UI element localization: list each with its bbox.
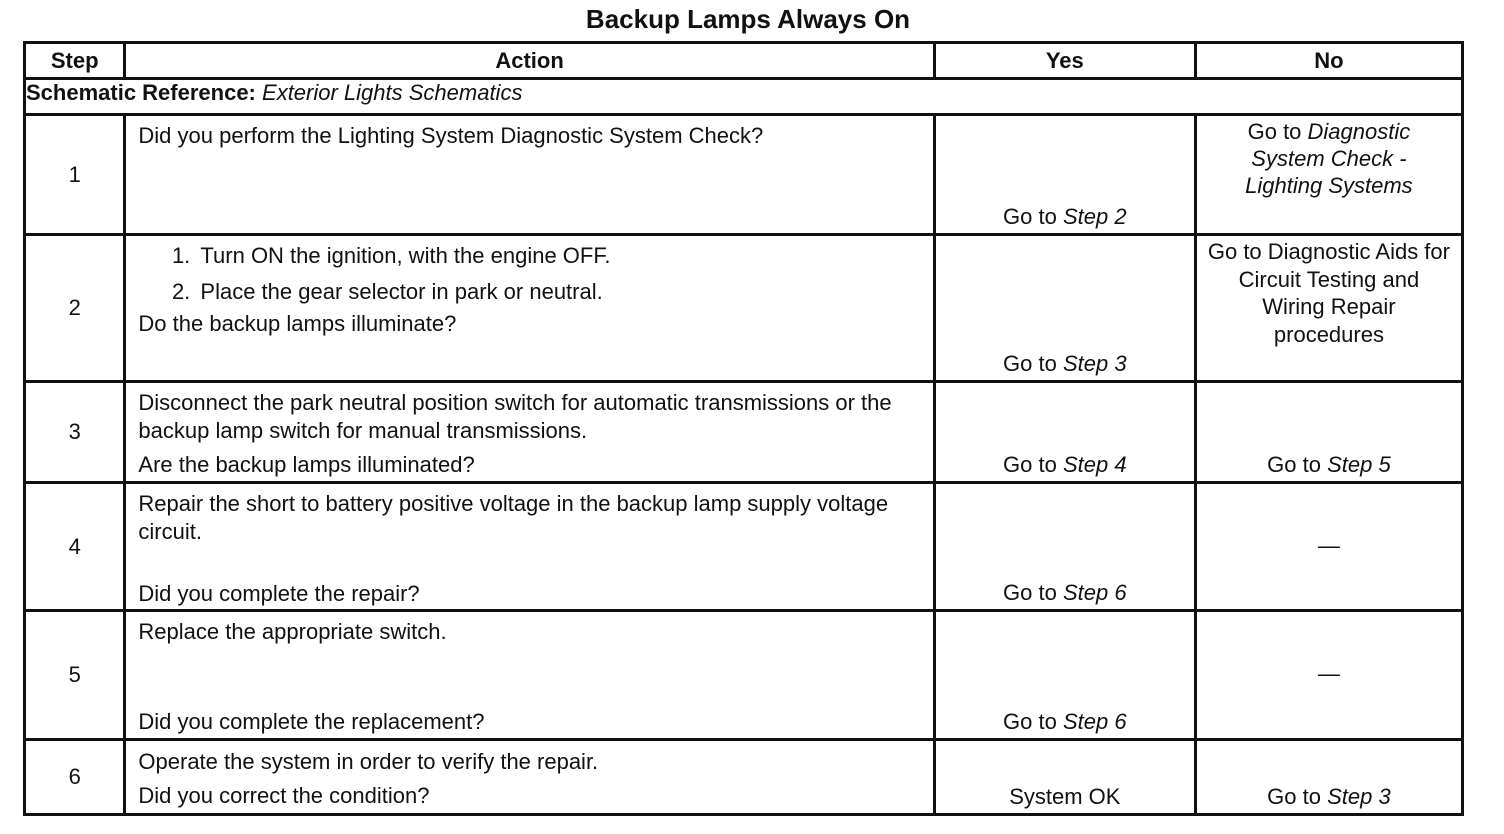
action-cell <box>125 483 934 611</box>
no-cell <box>1195 382 1462 483</box>
yes-step-link[interactable]: Step 3 <box>1062 351 1127 376</box>
table-row <box>25 740 1463 815</box>
page-title: Backup Lamps Always On <box>585 4 911 34</box>
yes-prefix: Go to <box>1003 452 1063 477</box>
yes-cell <box>934 740 1195 815</box>
list-item: 1. Turn ON the ignition, with the engine OFF. <box>196 238 922 274</box>
no-cell <box>1195 611 1462 740</box>
schematic-label: Schematic Reference: <box>26 80 256 105</box>
diagnostic-table <box>23 41 1464 816</box>
table-row <box>25 611 1463 740</box>
no-link[interactable]: Diagnostic System Check - Lighting Systems <box>1245 119 1413 198</box>
schematic-reference-row <box>25 79 1463 115</box>
step-number: 3 <box>25 382 125 483</box>
action-text: Repair the short to battery positive voltage in the backup lamp supply voltage circuit. <box>138 491 889 544</box>
step-number: 2 <box>25 235 125 382</box>
no-cell <box>1195 115 1462 235</box>
action-cell <box>125 382 934 483</box>
action-text: Replace the appropriate switch. <box>138 619 447 644</box>
yes-cell <box>934 382 1195 483</box>
schematic-link[interactable]: Exterior Lights Schematics <box>262 80 523 105</box>
step-number: 1 <box>25 115 125 235</box>
no-step-link[interactable]: Step 5 <box>1327 452 1391 477</box>
no-prefix: Go to <box>1267 784 1328 809</box>
header-action: Action <box>125 43 934 79</box>
no-cell <box>1195 740 1462 815</box>
action-question: Are the backup lamps illuminated? <box>138 452 475 477</box>
yes-result: System OK <box>1009 784 1121 809</box>
action-text: Disconnect the park neutral position switch for automatic transmissions or the backup lamp switch for manual transmissions. <box>138 390 892 443</box>
table-row <box>25 483 1463 611</box>
table-row <box>25 382 1463 483</box>
yes-step-link[interactable]: Step 4 <box>1062 452 1127 477</box>
yes-prefix: Go to <box>1003 204 1063 229</box>
no-cell <box>1195 483 1462 611</box>
no-link[interactable]: Go to Diagnostic Aids for Circuit Testing and Wiring Repair procedures <box>1207 239 1450 347</box>
no-step-link[interactable]: Step 3 <box>1327 784 1391 809</box>
yes-prefix: Go to <box>1003 580 1063 605</box>
action-cell <box>125 115 934 235</box>
action-question: Do the backup lamps illuminate? <box>138 311 457 336</box>
no-prefix: Go to <box>1247 119 1308 144</box>
step-number: 4 <box>25 483 125 611</box>
table-row <box>25 235 1463 382</box>
action-question: Did you correct the condition? <box>138 783 430 808</box>
yes-step-link[interactable]: Step 2 <box>1062 204 1127 229</box>
no-prefix: Go to <box>1267 452 1328 477</box>
table-header-row <box>25 43 1463 79</box>
no-dash: — <box>1317 532 1340 558</box>
yes-cell <box>934 483 1195 611</box>
action-cell <box>125 235 934 382</box>
table-row <box>25 115 1463 235</box>
yes-cell <box>934 115 1195 235</box>
yes-prefix: Go to <box>1003 351 1063 376</box>
action-question: Did you complete the replacement? <box>138 709 485 734</box>
action-list <box>138 238 922 310</box>
no-dash: — <box>1317 661 1340 686</box>
list-item: 2. Place the gear selector in park or neutral. <box>196 274 922 310</box>
action-cell <box>125 611 934 740</box>
yes-step-link[interactable]: Step 6 <box>1062 709 1127 734</box>
schematic-reference <box>25 79 1463 115</box>
action-text: Operate the system in order to verify the repair. <box>138 749 599 774</box>
yes-cell <box>934 611 1195 740</box>
yes-prefix: Go to <box>1003 709 1063 734</box>
no-cell <box>1195 235 1462 382</box>
step-number: 5 <box>25 611 125 740</box>
header-no: No <box>1195 43 1462 79</box>
step-number: 6 <box>25 740 125 815</box>
action-question: Did you complete the repair? <box>138 581 420 606</box>
yes-step-link[interactable]: Step 6 <box>1062 580 1127 605</box>
header-yes: Yes <box>934 43 1195 79</box>
header-step: Step <box>25 43 125 79</box>
yes-cell <box>934 235 1195 382</box>
action-cell <box>125 740 934 815</box>
action-text: Did you perform the Lighting System Diagnostic System Check? <box>138 123 764 148</box>
